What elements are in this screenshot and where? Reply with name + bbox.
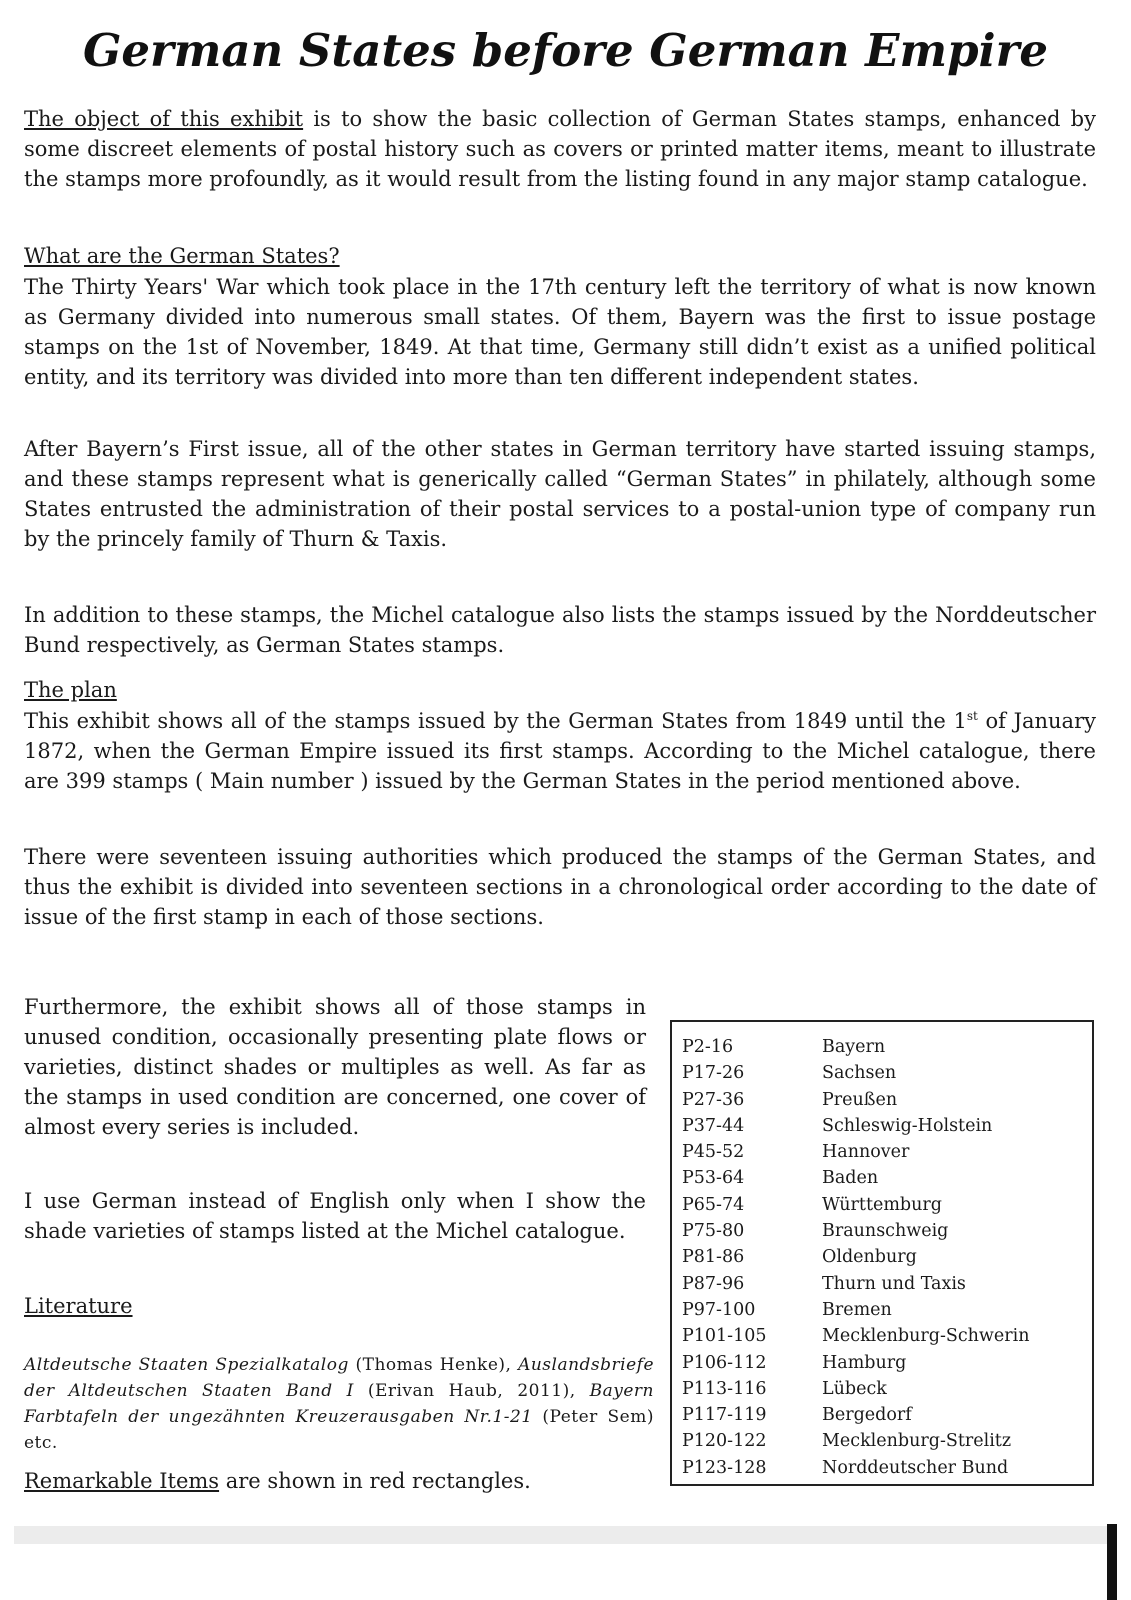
section-row xyxy=(682,1113,1092,1139)
scan-footer-band xyxy=(14,1526,1114,1544)
intro-text: is to show the basic collection of German States stamps, enhanced by some discreet elements of postal history such as covers or printed matter items, meant to illustrate the stamps more profoundly, as it would result from the listing found in any major stamp catalogue. xyxy=(24,107,1096,191)
plan-paragraph-2: There were seventeen issuing authorities which produced the stamps of the German States, and thus the exhibit is divided into seventeen sections in a chronological order according to the date of issue of the first stamp in each of those sections. xyxy=(24,845,1096,929)
section-range: P87-96 xyxy=(682,1273,745,1294)
remark-lead: Remarkable Items xyxy=(24,1469,220,1493)
section-row xyxy=(682,1034,1092,1060)
remark-note xyxy=(24,1466,531,1496)
intro-lead: The object of this exhibit xyxy=(24,107,304,131)
history-paragraph-1: The Thirty Years' War which took place in the 17th century left the territory of what is now known as Germany divided into numerous small states. Of them, Bayern was the first to issue postage stamps on the 1st of November, 1849. At that time, Germany still didn’t exist as a unified political entity, and its territory was divided into more than ten different independent states. xyxy=(24,275,1096,389)
section-range: P101-105 xyxy=(682,1326,767,1347)
section-row xyxy=(682,1455,1092,1481)
section-row xyxy=(682,1139,1092,1165)
section-state: Braunschweig xyxy=(822,1221,949,1242)
section-range: P17-26 xyxy=(682,1063,745,1084)
literature-title-1: Altdeutsche Staaten Spezialkatalog xyxy=(24,1355,349,1375)
section-range: P106-112 xyxy=(682,1352,767,1373)
literature-author-2: (Erivan Haub, 2011), xyxy=(353,1381,590,1401)
scan-edge-mark xyxy=(1107,1524,1117,1600)
section-range: P75-80 xyxy=(682,1221,745,1242)
language-paragraph: I use German instead of English only when I show the shade varieties of stamps listed at the Michel catalogue. xyxy=(24,1189,646,1243)
section-range: P65-74 xyxy=(682,1194,745,1215)
literature-title-2: Auslandsbriefe der Altdeutschen Staaten Band I xyxy=(24,1355,655,1401)
literature-author-1: (Thomas Henke), xyxy=(348,1355,519,1375)
section-row xyxy=(682,1087,1092,1113)
section-range: P113-116 xyxy=(682,1378,767,1399)
plan-paragraph-1 xyxy=(24,706,1096,796)
section-range: P53-64 xyxy=(682,1168,745,1189)
intro-paragraph xyxy=(24,104,1096,194)
section-range: P97-100 xyxy=(682,1299,756,1320)
section-row xyxy=(682,1323,1092,1349)
section-state: Schleswig-Holstein xyxy=(822,1115,993,1136)
section-state: Mecklenburg-Strelitz xyxy=(822,1431,1012,1452)
section-row xyxy=(682,1218,1092,1244)
literature-title-3: Bayern Farbtafeln der ungezähnten Kreuzerausgaben Nr.1-21 xyxy=(24,1381,655,1427)
section-row xyxy=(682,1376,1092,1402)
section-range: P81-86 xyxy=(682,1247,745,1268)
remark-text: are shown in red rectangles. xyxy=(219,1469,531,1493)
section-state: Hamburg xyxy=(822,1352,907,1373)
section-state: Preußen xyxy=(822,1089,898,1110)
section-row xyxy=(682,1271,1092,1297)
section-range: P27-36 xyxy=(682,1089,745,1110)
section-range: P117-119 xyxy=(682,1405,767,1426)
plan-superscript: st xyxy=(966,709,978,723)
literature-author-3: (Peter Sem) etc. xyxy=(24,1407,654,1453)
section-state: Bergedorf xyxy=(822,1405,912,1426)
plan-text-b: of January 1872, when the German Empire issued its first stamps. According to the Michel catalogue, there are 399 stamps ( Main number ) issued by the German States in the period mentioned above. xyxy=(24,709,1096,793)
section-row xyxy=(682,1192,1092,1218)
section-state: Norddeutscher Bund xyxy=(822,1457,1009,1478)
plan-heading: The plan xyxy=(24,678,117,702)
section-state: Oldenburg xyxy=(822,1247,917,1268)
section-state: Sachsen xyxy=(822,1063,897,1084)
section-range: P2-16 xyxy=(682,1037,734,1057)
what-heading: What are the German States? xyxy=(24,244,340,268)
section-row xyxy=(682,1402,1092,1428)
section-state: Württemburg xyxy=(822,1194,942,1215)
sections-table xyxy=(670,1020,1094,1486)
section-range: P37-44 xyxy=(682,1115,745,1136)
literature-list xyxy=(24,1352,654,1456)
section-state: Hannover xyxy=(822,1142,910,1163)
section-row xyxy=(682,1297,1092,1323)
literature-heading: Literature xyxy=(24,1294,133,1318)
section-row xyxy=(682,1060,1092,1086)
page-title: German States before German Empire xyxy=(83,24,1048,77)
section-range: P123-128 xyxy=(682,1457,767,1478)
section-row xyxy=(682,1428,1092,1454)
plan-text-a: This exhibit shows all of the stamps issued by the German States from 1849 until the 1 xyxy=(24,709,967,733)
section-state: Mecklenburg-Schwerin xyxy=(822,1326,1030,1347)
section-row xyxy=(682,1165,1092,1191)
section-state: Thurn und Taxis xyxy=(822,1273,966,1294)
section-row xyxy=(682,1350,1092,1376)
conditions-paragraph: Furthermore, the exhibit shows all of those stamps in unused condition, occasionally presenting plate flows or varieties, distinct shades or multiples as well. As far as the stamps in used condition are concerned, one cover of almost every series is included. xyxy=(24,995,646,1139)
section-state: Bayern xyxy=(822,1037,886,1057)
section-state: Bremen xyxy=(822,1299,892,1320)
section-range: P120-122 xyxy=(682,1431,767,1452)
section-range: P45-52 xyxy=(682,1142,745,1163)
history-paragraph-2: After Bayern’s First issue, all of the other states in German territory have started issuing stamps, and these stamps represent what is generically called “German States” in philately, although some States entrusted the administration of their postal services to a postal-union type of company run by the princely family of Thurn & Taxis. xyxy=(24,437,1096,551)
section-state: Baden xyxy=(822,1168,879,1189)
history-paragraph-3: In addition to these stamps, the Michel catalogue also lists the stamps issued by the Norddeutscher Bund respectively, as German States stamps. xyxy=(24,603,1096,657)
section-state: Lübeck xyxy=(822,1378,887,1399)
section-row xyxy=(682,1244,1092,1270)
